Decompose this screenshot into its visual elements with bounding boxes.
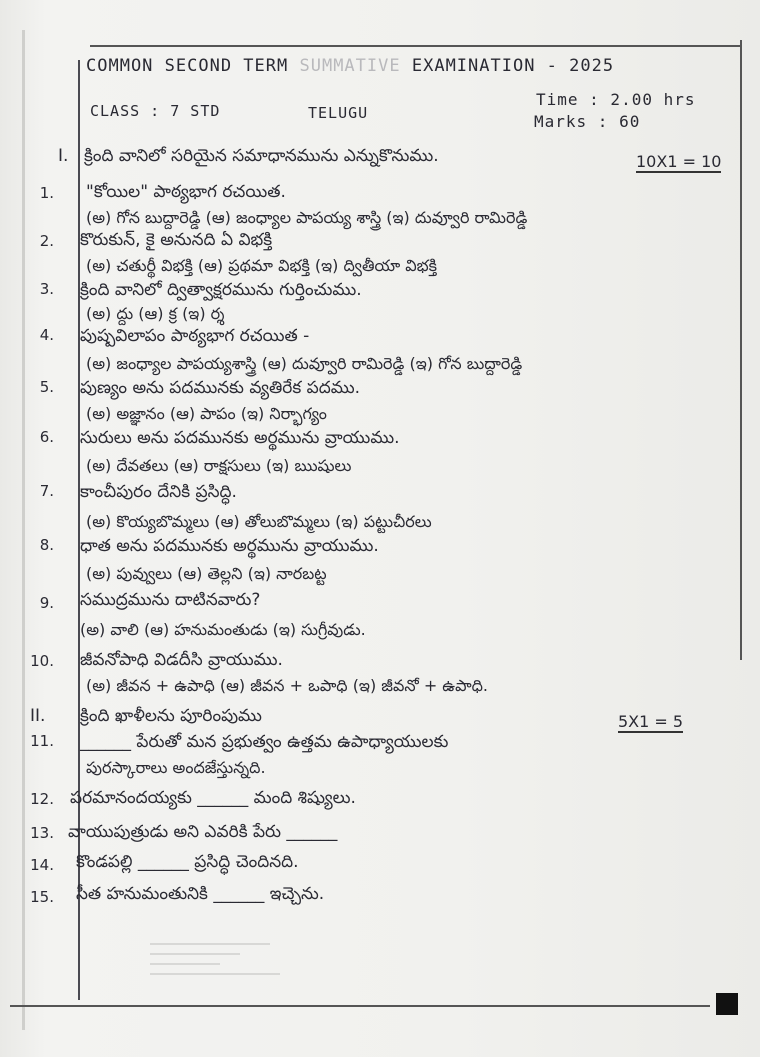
question-text: సురులు అను పదమునకు అర్థమును వ్రాయుము.: [80, 428, 400, 448]
question-options: (అ) ద్దు (ఆ) క్ర (ఇ) ర్శ: [86, 304, 225, 323]
question-text: కొరుకున్, కై అనునది ఏ విభక్తి: [80, 230, 273, 250]
faint-stamp: [150, 935, 300, 1005]
question-options: (అ) కొయ్యబొమ్మలు (ఆ) తోలుబొమ్మలు (ఇ) పట్టుచీరలు: [86, 512, 432, 531]
question-options: (అ) గోన బుద్దారెడ్డి (ఆ) జంధ్యాల పాపయ్య శాస్త్రి (ఇ) దువ్వూరి రామిరెడ్డి: [86, 208, 528, 227]
question-number: 3.: [39, 280, 54, 298]
question-text: ______ పేరుతో మన ప్రభుత్వం ఉత్తమ ఉపాధ్యాయులకు: [80, 732, 449, 752]
corner-marker: [716, 993, 738, 1015]
section-1-numeral: I.: [58, 146, 69, 166]
question-options: (అ) జీవన + ఉపాధి (ఆ) జీవన + ఒపాధి (ఇ) జీవనో + ఉపాధి.: [86, 676, 488, 695]
marks-label: Marks : 60: [534, 112, 641, 131]
question-text: సీత హనుమంతునికి ______ ఇచ్చెను.: [76, 884, 325, 904]
exam-title-right: EXAMINATION - 2025: [411, 56, 615, 76]
question-number: 10.: [30, 652, 54, 670]
question-text: "కోయిల" పాఠ్యభాగ రచయిత.: [86, 182, 286, 202]
question-number: 14.: [30, 856, 54, 874]
question-options: (అ) అజ్ఞానం (ఆ) పాపం (ఇ) నిర్భాగ్యం: [86, 404, 327, 423]
question-options: (అ) జంధ్యాల పాపయ్యశాస్త్రి (ఆ) దువ్వూరి రామిరెడ్డి (ఇ) గోన బుద్దారెడ్డి: [86, 354, 523, 373]
question-text: వాయుపుత్రుడు అని ఎవరికి పేరు ______: [68, 822, 338, 842]
question-options: (అ) వాలి (ఆ) హనుమంతుడు (ఇ) సుగ్రీవుడు.: [80, 620, 366, 639]
class-label: CLASS : 7 STD: [90, 102, 221, 120]
right-border: [740, 40, 742, 660]
question-number: 6.: [39, 428, 54, 446]
scan-edge: [22, 30, 25, 1030]
top-rule: [90, 45, 740, 47]
section-2-numeral: II.: [30, 706, 46, 726]
question-number: 15.: [30, 888, 54, 906]
exam-title-faint: SUMMATIVE: [299, 56, 401, 76]
question-number: 4.: [39, 326, 54, 344]
question-number: 1.: [39, 184, 54, 202]
subject-label: TELUGU: [308, 104, 369, 122]
question-number: 5.: [39, 378, 54, 396]
section-2-marks: 5X1 = 5: [618, 712, 684, 731]
question-number: 12.: [30, 790, 54, 808]
section-1-instruction: క్రింది వానిలో సరియైన సమాధానమును ఎన్నుకొనుము.: [84, 146, 439, 166]
question-text: పుష్పవిలాపం పాఠ్యభాగ రచయిత -: [80, 326, 310, 346]
question-text: జీవనోపాధి విడదీసి వ్రాయుము.: [80, 650, 283, 670]
section-1-marks: 10X1 = 10: [636, 152, 722, 171]
question-options: (అ) చతుర్థీ విభక్తి (ఆ) ప్రథమా విభక్తి (ఇ) ద్వితీయా విభక్తి: [86, 256, 438, 275]
question-options: (అ) పువ్వులు (ఆ) తెల్లని (ఇ) నారబట్ట: [86, 564, 327, 583]
time-label: Time : 2.00 hrs: [536, 90, 696, 109]
question-number: 9.: [39, 594, 54, 612]
bottom-rule: [10, 1005, 710, 1007]
question-text: పుణ్యం అను పదమునకు వ్యతిరేక పదము.: [80, 378, 361, 398]
question-number: 8.: [39, 536, 54, 554]
section-2-instruction: క్రింది ఖాళీలను పూరింపుము: [80, 706, 262, 726]
question-number: 7.: [39, 482, 54, 500]
exam-title-left: COMMON SECOND TERM: [86, 56, 289, 76]
question-options: (అ) దేవతలు (ఆ) రాక్షసులు (ఇ) ఋషులు: [86, 456, 352, 475]
question-number: 11.: [30, 732, 54, 750]
question-text: కాంచీపురం దేనికి ప్రసిద్ధి.: [80, 482, 237, 502]
question-text: ధాత అను పదమునకు అర్థమును వ్రాయుము.: [80, 536, 379, 556]
question-number: 2.: [39, 232, 54, 250]
question-text: కొండపల్లి ______ ప్రసిద్ధి చెందినది.: [76, 852, 299, 872]
exam-title: [86, 56, 614, 76]
question-text: క్రింది వానిలో ద్విత్వాక్షరమును గుర్తించుము.: [80, 280, 362, 300]
question-text: పరమానందయ్యకు ______ మంది శిష్యులు.: [70, 788, 356, 808]
question-text: సముద్రమును దాటినవారు?: [80, 590, 261, 610]
question-continuation: పురస్కారాలు అందజేస్తున్నది.: [86, 758, 266, 777]
question-number: 13.: [30, 824, 54, 842]
